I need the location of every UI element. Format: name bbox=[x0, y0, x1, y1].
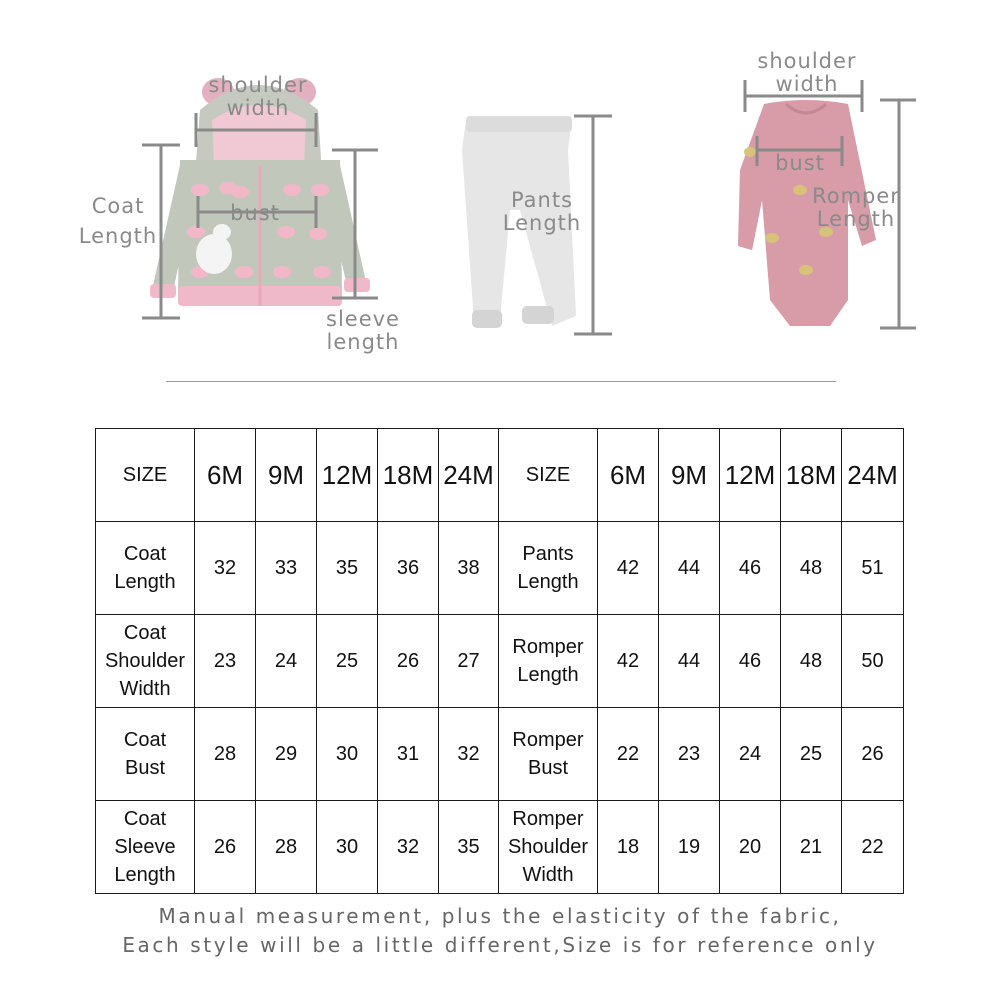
row-label-line: Width bbox=[522, 864, 574, 886]
value-cell: 22 bbox=[842, 801, 904, 894]
value-cell: 42 bbox=[598, 522, 659, 615]
value-cell: 44 bbox=[659, 615, 720, 708]
value-cell: 30 bbox=[317, 708, 378, 801]
value-cell: 36 bbox=[378, 522, 439, 615]
value-cell: 20 bbox=[720, 801, 781, 894]
footer-note-line-1: Manual measurement, plus the elasticity of the fabric, bbox=[158, 904, 842, 928]
header-cell: 6M bbox=[598, 429, 659, 522]
header-cell: SIZE bbox=[499, 429, 598, 522]
row-label-line: Romper bbox=[512, 729, 584, 751]
header-cell: 6M bbox=[195, 429, 256, 522]
value-cell: 38 bbox=[439, 522, 499, 615]
label-line: Pants bbox=[510, 188, 574, 212]
value-cell: 50 bbox=[842, 615, 904, 708]
pants-romper-size-table bbox=[498, 428, 904, 894]
table-row bbox=[499, 801, 904, 894]
table-row bbox=[96, 801, 499, 894]
header-cell: 24M bbox=[439, 429, 499, 522]
label-line: length bbox=[326, 330, 400, 354]
row-label-line: Sleeve bbox=[114, 836, 176, 858]
row-label-cell bbox=[96, 708, 195, 801]
label-line: Length bbox=[78, 224, 158, 248]
label-line: Length bbox=[502, 211, 582, 235]
label-line: width bbox=[226, 96, 290, 120]
value-cell: 27 bbox=[439, 615, 499, 708]
coat-shoulder-width-label bbox=[200, 74, 316, 120]
value-cell: 24 bbox=[720, 708, 781, 801]
value-cell: 26 bbox=[842, 708, 904, 801]
label-line: sleeve bbox=[326, 307, 400, 331]
coat-length-label bbox=[78, 191, 158, 251]
value-cell: 25 bbox=[781, 708, 842, 801]
row-label-line: Length bbox=[517, 571, 579, 593]
row-label-line: Romper bbox=[512, 808, 584, 830]
row-label-line: Shoulder bbox=[104, 650, 186, 672]
header-cell: 18M bbox=[378, 429, 439, 522]
sleeve-length-label bbox=[318, 308, 408, 354]
footer-note-line-2: Each style will be a little different,Size is for reference only bbox=[122, 933, 878, 957]
value-cell: 46 bbox=[720, 615, 781, 708]
table-row bbox=[499, 615, 904, 708]
row-label-cell bbox=[499, 615, 598, 708]
row-label-line: Length bbox=[114, 864, 176, 886]
row-label-line: Length bbox=[517, 664, 579, 686]
romper-bust-label: bust bbox=[775, 151, 825, 175]
row-label-line: Bust bbox=[124, 757, 166, 779]
row-label-cell bbox=[499, 708, 598, 801]
row-label-cell bbox=[499, 801, 598, 894]
value-cell: 51 bbox=[842, 522, 904, 615]
row-label-line: Coat bbox=[123, 808, 167, 830]
romper-shoulder-width-label bbox=[750, 50, 864, 96]
table-row bbox=[96, 615, 499, 708]
value-cell: 35 bbox=[439, 801, 499, 894]
header-cell: 12M bbox=[720, 429, 781, 522]
section-divider bbox=[166, 381, 836, 382]
header-cell: 18M bbox=[781, 429, 842, 522]
value-cell: 46 bbox=[720, 522, 781, 615]
row-label-cell bbox=[96, 801, 195, 894]
header-cell: 9M bbox=[659, 429, 720, 522]
value-cell: 44 bbox=[659, 522, 720, 615]
row-label-line: Bust bbox=[527, 757, 569, 779]
row-label-line: Shoulder bbox=[507, 836, 589, 858]
value-cell: 25 bbox=[317, 615, 378, 708]
header-cell: 9M bbox=[256, 429, 317, 522]
value-cell: 32 bbox=[378, 801, 439, 894]
row-label-cell bbox=[96, 522, 195, 615]
value-cell: 19 bbox=[659, 801, 720, 894]
label-line: shoulder bbox=[757, 49, 857, 73]
value-cell: 48 bbox=[781, 615, 842, 708]
header-cell: SIZE bbox=[96, 429, 195, 522]
header-cell: 24M bbox=[842, 429, 904, 522]
coat-bust-label: bust bbox=[230, 201, 280, 225]
table-header-row bbox=[96, 429, 499, 522]
label-line: shoulder bbox=[208, 73, 308, 97]
value-cell: 32 bbox=[195, 522, 256, 615]
value-cell: 35 bbox=[317, 522, 378, 615]
row-label-line: Width bbox=[119, 678, 171, 700]
value-cell: 48 bbox=[781, 522, 842, 615]
label-line: Romper bbox=[812, 184, 900, 208]
label-line: Coat bbox=[91, 194, 145, 218]
table-header-row bbox=[499, 429, 904, 522]
value-cell: 29 bbox=[256, 708, 317, 801]
value-cell: 18 bbox=[598, 801, 659, 894]
value-cell: 28 bbox=[195, 708, 256, 801]
label-line: width bbox=[775, 72, 839, 96]
table-row bbox=[499, 708, 904, 801]
value-cell: 26 bbox=[195, 801, 256, 894]
row-label-line: Coat bbox=[123, 622, 167, 644]
label-line: Length bbox=[816, 207, 896, 231]
row-label-line: Length bbox=[114, 571, 176, 593]
row-label-cell bbox=[499, 522, 598, 615]
row-label-line: Coat bbox=[123, 729, 167, 751]
table-row bbox=[96, 522, 499, 615]
value-cell: 26 bbox=[378, 615, 439, 708]
pants-length-label bbox=[500, 189, 584, 235]
value-cell: 30 bbox=[317, 801, 378, 894]
table-row bbox=[499, 522, 904, 615]
row-label-line: Coat bbox=[123, 543, 167, 565]
romper-length-label bbox=[812, 185, 900, 231]
coat-size-table bbox=[95, 428, 499, 894]
row-label-line: Romper bbox=[512, 636, 584, 658]
row-label-line: Pants bbox=[522, 543, 574, 565]
value-cell: 32 bbox=[439, 708, 499, 801]
value-cell: 31 bbox=[378, 708, 439, 801]
header-cell: 12M bbox=[317, 429, 378, 522]
value-cell: 22 bbox=[598, 708, 659, 801]
value-cell: 33 bbox=[256, 522, 317, 615]
value-cell: 42 bbox=[598, 615, 659, 708]
value-cell: 23 bbox=[195, 615, 256, 708]
value-cell: 23 bbox=[659, 708, 720, 801]
value-cell: 24 bbox=[256, 615, 317, 708]
table-row bbox=[96, 708, 499, 801]
row-label-cell bbox=[96, 615, 195, 708]
value-cell: 28 bbox=[256, 801, 317, 894]
value-cell: 21 bbox=[781, 801, 842, 894]
